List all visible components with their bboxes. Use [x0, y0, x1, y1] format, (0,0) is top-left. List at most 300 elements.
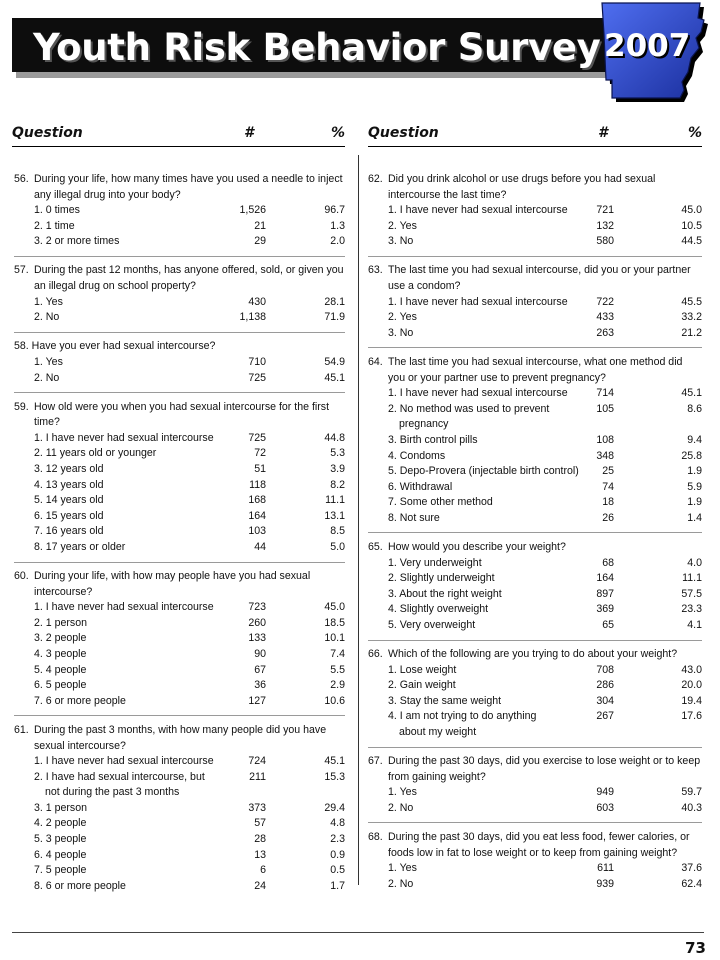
answer-label-text: 3. No: [388, 235, 414, 248]
answer-row: [368, 602, 702, 618]
answer-row: [14, 478, 345, 494]
answer-percent: 5.9: [687, 480, 702, 493]
answer-label-text: 2. I have had sexual intercourse, but: [34, 770, 205, 783]
question-text: [368, 263, 702, 294]
answer-row: [14, 631, 345, 647]
answer-row: [14, 203, 345, 219]
answer-row: [368, 480, 702, 496]
answer-row: [368, 709, 702, 740]
answer-row: [14, 863, 345, 879]
answer-row: [14, 616, 345, 632]
answer-label: [34, 446, 156, 462]
answer-count: 105: [596, 402, 614, 415]
question-number: 60.: [14, 570, 29, 583]
question-text: [368, 754, 702, 785]
left-question-column: [14, 172, 345, 907]
answer-count: 68: [602, 556, 614, 569]
answer-row: [368, 203, 702, 219]
answer-percent: 23.3: [681, 603, 702, 616]
answer-row: [368, 310, 702, 326]
answer-label-text: 3. Stay the same weight: [388, 694, 502, 707]
answer-count: 21: [254, 219, 266, 232]
answer-percent: 45.1: [681, 387, 702, 400]
answer-row: [14, 509, 345, 525]
answer-row: [14, 295, 345, 311]
answer-count: 127: [248, 694, 266, 707]
answer-count: 348: [596, 449, 614, 462]
answer-label-text: 2. Slightly underweight: [388, 572, 495, 585]
answer-label-text: 5. 3 people: [34, 833, 87, 846]
answer-row: [14, 310, 345, 326]
answer-count: 267: [596, 710, 614, 723]
question-number: 61.: [14, 723, 29, 736]
answer-count: 722: [596, 295, 614, 308]
answer-row: [14, 848, 345, 864]
answer-label: [388, 602, 488, 618]
answer-percent: 13.1: [324, 509, 345, 522]
answer-percent: 19.4: [681, 694, 702, 707]
question-number: 68.: [368, 830, 383, 843]
answer-label: [388, 571, 495, 587]
answer-count: 714: [596, 387, 614, 400]
question-block: [368, 830, 702, 898]
answer-label: [388, 877, 413, 893]
answer-count: 708: [596, 663, 614, 676]
answer-percent: 43.0: [681, 663, 702, 676]
question-text: [368, 647, 702, 663]
answer-row: [14, 355, 345, 371]
answer-label-text: 3. Birth control pills: [388, 433, 478, 446]
answer-count: 6: [260, 864, 266, 877]
answer-label-text: 3. 12 years old: [34, 463, 104, 475]
answer-row: [368, 556, 702, 572]
answer-percent: 25.8: [681, 449, 702, 462]
answer-row: [368, 587, 702, 603]
answer-percent: 11.1: [682, 572, 702, 585]
percent-heading: %: [687, 125, 702, 141]
answer-percent: 1.9: [687, 465, 702, 478]
answer-percent: 18.5: [324, 616, 345, 629]
answer-count: 57: [254, 817, 266, 830]
answer-label: [34, 355, 63, 371]
answer-label: [34, 832, 86, 848]
answer-percent: 71.9: [324, 311, 345, 324]
answer-row: [14, 493, 345, 509]
answer-label-text: 4. 3 people: [34, 648, 87, 661]
answer-label-text: 1. I have never had sexual intercourse: [34, 755, 214, 768]
answer-count: 430: [248, 295, 266, 308]
question-heading: Question: [12, 125, 83, 141]
answer-label: [388, 801, 413, 817]
answer-label-continued: about my weight: [399, 726, 477, 738]
answer-label: [388, 495, 493, 511]
answer-label-text: 5. Depo-Provera (injectable birth control): [388, 465, 579, 478]
answer-row: [14, 694, 345, 710]
answer-row: [14, 219, 345, 235]
answer-label: [34, 509, 104, 525]
answer-label-text: 2. No: [388, 877, 414, 890]
answer-label-text: 4. Slightly overweight: [388, 603, 489, 616]
question-prompt: Did you drink alcohol or use drugs before you had sexual intercourse the last time?: [388, 173, 656, 201]
answer-label-text: 1. I have never had sexual intercourse: [388, 295, 568, 308]
answer-label: [34, 770, 205, 801]
answer-row: [14, 832, 345, 848]
question-block: [368, 647, 702, 748]
answer-label: [388, 203, 568, 219]
answer-count: 74: [602, 480, 614, 493]
answer-label: [34, 478, 104, 494]
answer-label-text: 1. I have never had sexual intercourse: [388, 204, 568, 217]
answer-row: [14, 663, 345, 679]
question-text: [14, 339, 345, 355]
answer-label: [388, 480, 452, 496]
question-block: [368, 263, 702, 348]
count-heading: #: [598, 125, 608, 141]
answer-row: [368, 495, 702, 511]
answer-percent: 0.9: [330, 848, 345, 861]
answer-count: 36: [254, 679, 266, 692]
answer-label-text: 7. 5 people: [34, 864, 87, 877]
question-number: 66.: [368, 648, 383, 661]
answer-label: [34, 647, 86, 663]
question-number: 59.: [14, 400, 29, 413]
question-text: [14, 400, 345, 431]
answer-count: 13: [254, 848, 266, 861]
answer-row: [14, 462, 345, 478]
answer-label: [34, 310, 59, 326]
question-prompt: How would you describe your weight?: [388, 540, 566, 553]
question-block: [14, 723, 345, 901]
answer-label-text: 2. Yes: [388, 311, 417, 324]
answer-percent: 62.4: [681, 877, 702, 890]
answer-row: [368, 785, 702, 801]
answer-count: 260: [248, 616, 266, 629]
answer-label-text: 5. 14 years old: [34, 494, 104, 507]
question-text: [14, 723, 345, 754]
question-prompt: During your life, with how may people have you had sexual intercourse?: [34, 570, 311, 598]
answer-count: 263: [596, 326, 614, 339]
answer-label-text: 4. I am not trying to do anything: [388, 710, 537, 723]
answer-row: [368, 449, 702, 465]
question-prompt: During the past 12 months, has anyone offered, sold, or given you an illegal drug on school property?: [34, 264, 344, 293]
question-block: [14, 569, 345, 716]
answer-count: 67: [254, 663, 266, 676]
answer-label: [34, 863, 86, 879]
answer-label: [388, 556, 482, 572]
answer-count: 164: [596, 572, 614, 585]
answer-label: [388, 449, 445, 465]
answer-percent: 45.1: [324, 755, 345, 768]
answer-label-text: 1. Yes: [34, 295, 63, 308]
answer-percent: 45.5: [681, 295, 702, 308]
answer-count: 725: [248, 431, 266, 444]
answer-count: 65: [602, 618, 614, 631]
answer-label: [34, 219, 75, 235]
question-block: [14, 339, 345, 393]
answer-percent: 96.7: [324, 204, 345, 217]
answer-label: [34, 879, 126, 895]
answer-row: [14, 770, 345, 801]
right-question-column: [368, 172, 702, 905]
answer-row: [368, 618, 702, 634]
answer-label-text: 8. Not sure: [388, 511, 440, 524]
answer-label: [34, 848, 86, 864]
answer-percent: 59.7: [681, 786, 702, 799]
answer-label-text: 2. No method was used to prevent: [388, 402, 550, 415]
answer-label: [388, 511, 440, 527]
left-column-header: [12, 124, 345, 147]
answer-row: [14, 431, 345, 447]
question-number: 62.: [368, 173, 383, 185]
question-number: 63.: [368, 264, 383, 277]
answer-row: [14, 540, 345, 556]
answer-label: [34, 631, 86, 647]
answer-percent: 1.4: [687, 511, 702, 524]
answer-label-continued: pregnancy: [399, 418, 449, 431]
question-text: [14, 569, 345, 600]
answer-label-text: 2. No: [388, 801, 414, 814]
answer-row: [368, 571, 702, 587]
answer-label-text: 3. About the right weight: [388, 587, 502, 600]
answer-count: 725: [248, 371, 266, 384]
answer-row: [14, 879, 345, 895]
answer-count: 721: [596, 204, 614, 217]
answer-label: [388, 310, 417, 326]
answer-percent: 0.5: [330, 864, 345, 877]
answer-count: 1,138: [239, 311, 266, 324]
answer-label: [34, 462, 104, 478]
answer-label: [34, 524, 104, 540]
answer-label: [34, 694, 126, 710]
answer-label: [388, 326, 413, 342]
answer-count: 373: [248, 801, 266, 814]
answer-percent: 20.0: [681, 679, 702, 692]
answer-label-text: 7. 6 or more people: [34, 694, 126, 707]
answer-label-text: 8. 17 years or older: [34, 540, 126, 553]
answer-row: [14, 446, 345, 462]
footer-rule: [12, 932, 704, 933]
answer-count: 132: [596, 219, 614, 232]
answer-count: 286: [596, 679, 614, 692]
answer-percent: 8.5: [330, 525, 345, 538]
answer-count: 369: [596, 603, 614, 616]
answer-percent: 28.1: [324, 295, 345, 308]
answer-percent: 9.4: [687, 433, 702, 446]
answer-percent: 3.9: [330, 463, 345, 475]
answer-count: 18: [602, 496, 614, 509]
question-prompt: During the past 30 days, did you exercise to lose weight or to keep from gaining weight?: [388, 755, 701, 783]
answer-row: [14, 678, 345, 694]
question-prompt: The last time you had sexual intercourse, did you or your partner use a condom?: [388, 264, 691, 293]
answer-label-text: 6. 15 years old: [34, 509, 104, 522]
answer-percent: 37.6: [681, 862, 702, 875]
answer-count: 433: [596, 311, 614, 324]
answer-count: 939: [596, 877, 614, 890]
answer-label: [388, 663, 456, 679]
answer-label: [34, 600, 214, 616]
answer-count: 26: [602, 511, 614, 524]
answer-label-text: 3. 2 or more times: [34, 235, 120, 248]
answer-row: [368, 386, 702, 402]
answer-label: [34, 203, 80, 219]
count-heading: #: [244, 125, 254, 141]
question-number: 67.: [368, 755, 383, 768]
answer-count: 103: [248, 525, 266, 538]
answer-percent: 44.5: [681, 235, 702, 248]
answer-percent: 44.8: [324, 431, 345, 444]
answer-label-text: 6. 4 people: [34, 848, 87, 861]
answer-label-text: 4. 13 years old: [34, 478, 104, 491]
answer-percent: 1.3: [330, 219, 345, 232]
answer-row: [368, 433, 702, 449]
answer-count: 72: [254, 447, 266, 460]
answer-label-text: 1. 0 times: [34, 204, 80, 217]
answer-percent: 57.5: [681, 587, 702, 600]
answer-count: 29: [254, 235, 266, 248]
question-prompt: During the past 30 days, did you eat less food, fewer calories, or foods low in fat to lose weight or to keep from gaining weight?: [388, 830, 690, 859]
question-block: [14, 172, 345, 257]
question-number: 57.: [14, 264, 29, 277]
page-number: 73: [685, 939, 706, 957]
answer-percent: 40.3: [681, 801, 702, 814]
answer-count: 118: [249, 478, 266, 491]
percent-heading: %: [330, 125, 345, 141]
answer-count: 724: [248, 755, 266, 768]
answer-count: 304: [596, 694, 614, 707]
answer-label-text: 1. Lose weight: [388, 663, 457, 676]
answer-label: [388, 234, 413, 250]
answer-label-text: 1. Yes: [388, 786, 417, 799]
question-block: [368, 754, 702, 823]
answer-label: [388, 464, 579, 480]
answer-label-text: 2. Gain weight: [388, 679, 456, 692]
answer-percent: 4.1: [687, 618, 702, 631]
question-text: [368, 172, 702, 203]
answer-label-text: 3. 2 people: [34, 632, 87, 645]
answer-count: 897: [596, 587, 614, 600]
right-column-header: [368, 124, 702, 147]
answer-count: 108: [596, 433, 614, 446]
question-text: [368, 355, 702, 386]
answer-label-text: 2. No: [34, 371, 60, 384]
answer-row: [14, 801, 345, 817]
answer-percent: 5.5: [330, 663, 345, 676]
answer-row: [368, 861, 702, 877]
question-heading: Question: [368, 125, 439, 141]
question-text: [14, 263, 345, 294]
question-block: [368, 540, 702, 641]
answer-label: [34, 295, 63, 311]
answer-row: [14, 371, 345, 387]
question-prompt: 58. Have you ever had sexual intercourse?: [14, 340, 216, 353]
answer-percent: 10.1: [324, 632, 345, 645]
answer-percent: 10.5: [681, 219, 702, 232]
answer-row: [368, 877, 702, 893]
answer-label-text: 1. Yes: [388, 862, 417, 875]
answer-label: [388, 386, 568, 402]
answer-label: [388, 433, 478, 449]
answer-row: [368, 511, 702, 527]
answer-label: [34, 816, 86, 832]
answer-label: [388, 694, 501, 710]
answer-label-text: 5. Very overweight: [388, 618, 476, 631]
question-prompt: During your life, how many times have you used a needle to inject any illegal drug into your body?: [34, 173, 343, 201]
answer-label-text: 1. Very underweight: [388, 556, 482, 569]
answer-percent: 8.6: [687, 402, 702, 415]
answer-count: 1,526: [239, 204, 266, 217]
answer-label: [34, 493, 104, 509]
answer-label-text: 1. I have never had sexual intercourse: [34, 431, 214, 444]
answer-label-text: 7. 16 years old: [34, 525, 104, 538]
answer-label: [388, 587, 502, 603]
answer-row: [14, 754, 345, 770]
answer-row: [14, 234, 345, 250]
answer-count: 133: [248, 632, 266, 645]
question-prompt: How old were you when you had sexual intercourse for the first time?: [34, 400, 330, 429]
answer-count: 90: [254, 648, 266, 661]
answer-label: [34, 540, 125, 556]
answer-label: [34, 754, 214, 770]
answer-label-continued: not during the past 3 months: [45, 786, 180, 799]
answer-percent: 17.6: [681, 710, 702, 723]
answer-label-text: 2. 11 years old or younger: [34, 447, 157, 460]
answer-label-text: 2. Yes: [388, 219, 417, 232]
answer-label-text: 6. Withdrawal: [388, 480, 453, 493]
answer-percent: 5.0: [330, 540, 345, 553]
question-text: [368, 540, 702, 556]
answer-row: [368, 326, 702, 342]
answer-label: [388, 219, 417, 235]
answer-label: [388, 785, 417, 801]
answer-row: [368, 402, 702, 433]
answer-label-text: 8. 6 or more people: [34, 879, 126, 892]
answer-percent: 2.3: [330, 833, 345, 846]
answer-count: 44: [254, 540, 266, 553]
question-prompt: The last time you had sexual intercourse, what one method did you or your partner use to prevent pregnancy?: [388, 355, 683, 384]
answer-percent: 15.3: [324, 770, 345, 783]
answer-row: [368, 663, 702, 679]
answer-label-text: 5. 4 people: [34, 663, 87, 676]
answer-row: [14, 600, 345, 616]
answer-row: [368, 219, 702, 235]
answer-label: [34, 234, 119, 250]
answer-label-text: 3. No: [388, 326, 414, 339]
question-number: 56.: [14, 173, 29, 185]
answer-percent: 4.0: [687, 556, 702, 569]
answer-row: [368, 801, 702, 817]
answer-label-text: 3. 1 person: [34, 801, 88, 814]
answer-percent: 5.3: [330, 447, 345, 460]
answer-label-text: 4. Condoms: [388, 449, 446, 462]
answer-label-text: 2. 1 time: [34, 219, 75, 232]
answer-row: [368, 694, 702, 710]
answer-label: [388, 678, 456, 694]
answer-count: 168: [248, 494, 266, 507]
answer-count: 28: [254, 833, 266, 846]
answer-percent: 29.4: [324, 801, 345, 814]
question-number: 64.: [368, 355, 383, 368]
answer-percent: 54.9: [324, 355, 345, 368]
answer-row: [14, 816, 345, 832]
answer-label: [34, 678, 86, 694]
answer-row: [368, 234, 702, 250]
answer-count: 949: [596, 786, 614, 799]
answer-label-text: 1. Yes: [34, 355, 63, 368]
answer-percent: 33.2: [681, 311, 702, 324]
answer-label-text: 2. No: [34, 311, 60, 324]
answer-label-text: 6. 5 people: [34, 679, 87, 692]
answer-row: [368, 464, 702, 480]
